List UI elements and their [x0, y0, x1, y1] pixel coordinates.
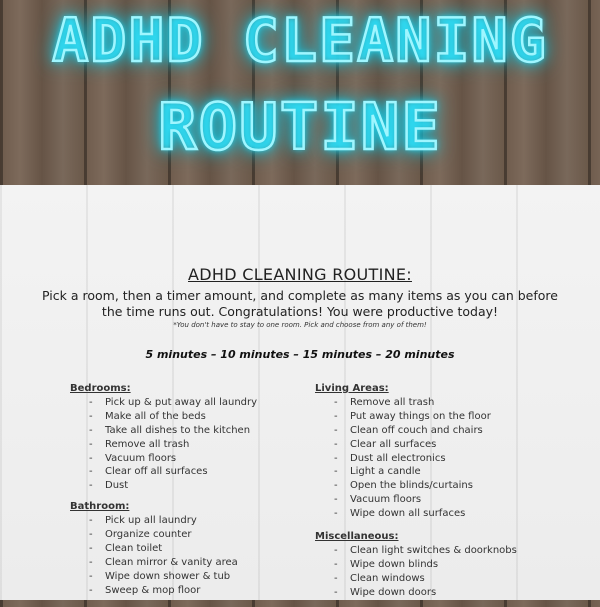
task-item: - Wipe down shower & tub — [70, 570, 300, 584]
banner-line-2: ROUTINE — [158, 91, 442, 165]
task-item: - Pick up & put away all laundry — [70, 396, 300, 410]
bedrooms-task-list — [70, 396, 300, 493]
living-areas-task-list — [315, 396, 565, 521]
miscellaneous-task-list — [315, 544, 565, 600]
task-item: - Clean off couch and chairs — [315, 424, 565, 438]
neon-banner-title — [0, 0, 600, 175]
task-item: - Wipe down doors — [315, 586, 565, 600]
task-item: - Put away things on the floor — [315, 410, 565, 424]
task-item: - Sweep & mop floor — [70, 584, 300, 598]
banner-line-1: ADHD CLEANING — [52, 6, 548, 76]
timer-options: 5 minutes – 10 minutes – 15 minutes – 20 minutes — [145, 348, 455, 361]
task-item: - Wipe down all surfaces — [315, 507, 565, 521]
task-item: - Dust all electronics — [315, 452, 565, 466]
task-item: - Organize counter — [70, 528, 300, 542]
task-item: - Light a candle — [315, 465, 565, 479]
task-item: - Make all of the beds — [70, 410, 300, 424]
task-item: - Vacuum floors — [70, 452, 300, 466]
section-title-bedrooms: Bedrooms: — [70, 383, 131, 394]
task-item: - Vacuum floors — [315, 493, 565, 507]
bathroom-task-list — [70, 514, 300, 597]
task-item: - Clear all surfaces — [315, 438, 565, 452]
task-item: - Remove all trash — [315, 396, 565, 410]
section-title-living-areas: Living Areas: — [315, 383, 389, 394]
task-item: - Remove all trash — [70, 438, 300, 452]
document-heading: ADHD CLEANING ROUTINE: — [188, 265, 412, 284]
task-item: - Take all dishes to the kitchen — [70, 424, 300, 438]
left-column — [70, 382, 300, 605]
task-item: - Dust — [70, 479, 300, 493]
task-item: - Clean mirror & vanity area — [70, 556, 300, 570]
section-title-bathroom: Bathroom: — [70, 501, 130, 513]
document-sheet — [0, 185, 600, 600]
section-title-miscellaneous: Miscellaneous: — [315, 531, 399, 543]
task-item: - Clear off all surfaces — [70, 465, 300, 479]
task-item: - Clean toilet — [70, 542, 300, 556]
task-item: - Clean light switches & doorknobs — [315, 544, 565, 558]
footnote-text: *You don't have to stay to one room. Pick and choose from any of them! — [173, 321, 427, 329]
right-column — [315, 382, 565, 607]
task-item: - Open the blinds/curtains — [315, 479, 565, 493]
intro-text: Pick a room, then a timer amount, and complete as many items as you can before the time runs out. Congratulations! You were productive today! — [42, 288, 558, 319]
task-item: - Wipe down blinds — [315, 558, 565, 572]
task-item: - Pick up all laundry — [70, 514, 300, 528]
task-item: - Clean windows — [315, 572, 565, 586]
